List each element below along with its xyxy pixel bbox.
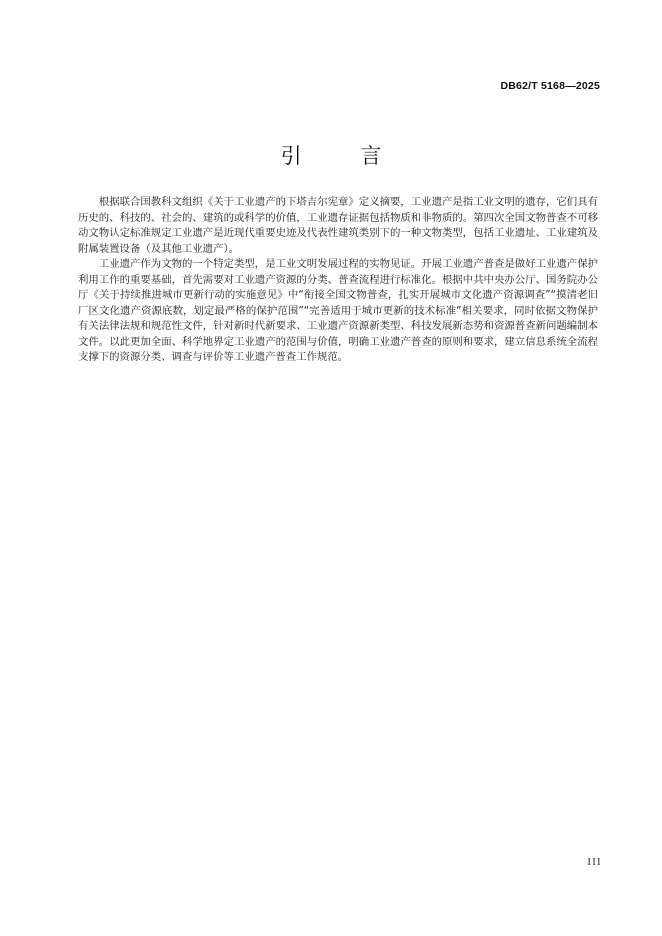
body-text	[78, 195, 598, 366]
page-title: 引 言	[280, 144, 408, 168]
page-number: III	[587, 857, 602, 868]
paragraph-1: 根据联合国教科文组织《关于工业遗产的下塔吉尔宪章》定义摘要，工业遗产是指工业文明的遗存，它们具有历史的、科技的、社会的、建筑的或科学的价值，工业遗存证据包括物质和非物质的。第四次全国文物普查不可移动文物认定标准规定工业遗产是近现代重要史迹及代表性建筑类别下的一种文物类型，包括工业遗址、工业建筑及附属装置设备（及其他工业遗产）。	[78, 196, 598, 255]
paragraph-2: 工业遗产作为文物的一个特定类型，是工业文明发展过程的实物见证。开展工业遗产普查是做好工业遗产保护利用工作的重要基础，首先需要对工业遗产资源的分类、普查流程进行标准化。根据中共中央办公厅、国务院办公厅《关于持续推进城市更新行动的实施意见》中“衔接全国文物普查，扎实开展城市文化遗产资源调查”“摸清老旧厂区文化遗产资源底数，划定最严格的保护范围”“完善适用于城市更新的技术标准”相关要求，同时依据文物保护有关法律法规和规范性文件，针对新时代新要求、工业遗产资源新类型、科技发展新态势和资源普查新问题编制本文件。以此更加全面、科学地界定工业遗产的范围与价值，明确工业遗产普查的原则和要求，建立信息系统全流程支撑下的资源分类、调查与评价等工业遗产普查工作规范。	[78, 258, 598, 363]
document-code: DB62/T 5168—2025	[500, 80, 600, 92]
